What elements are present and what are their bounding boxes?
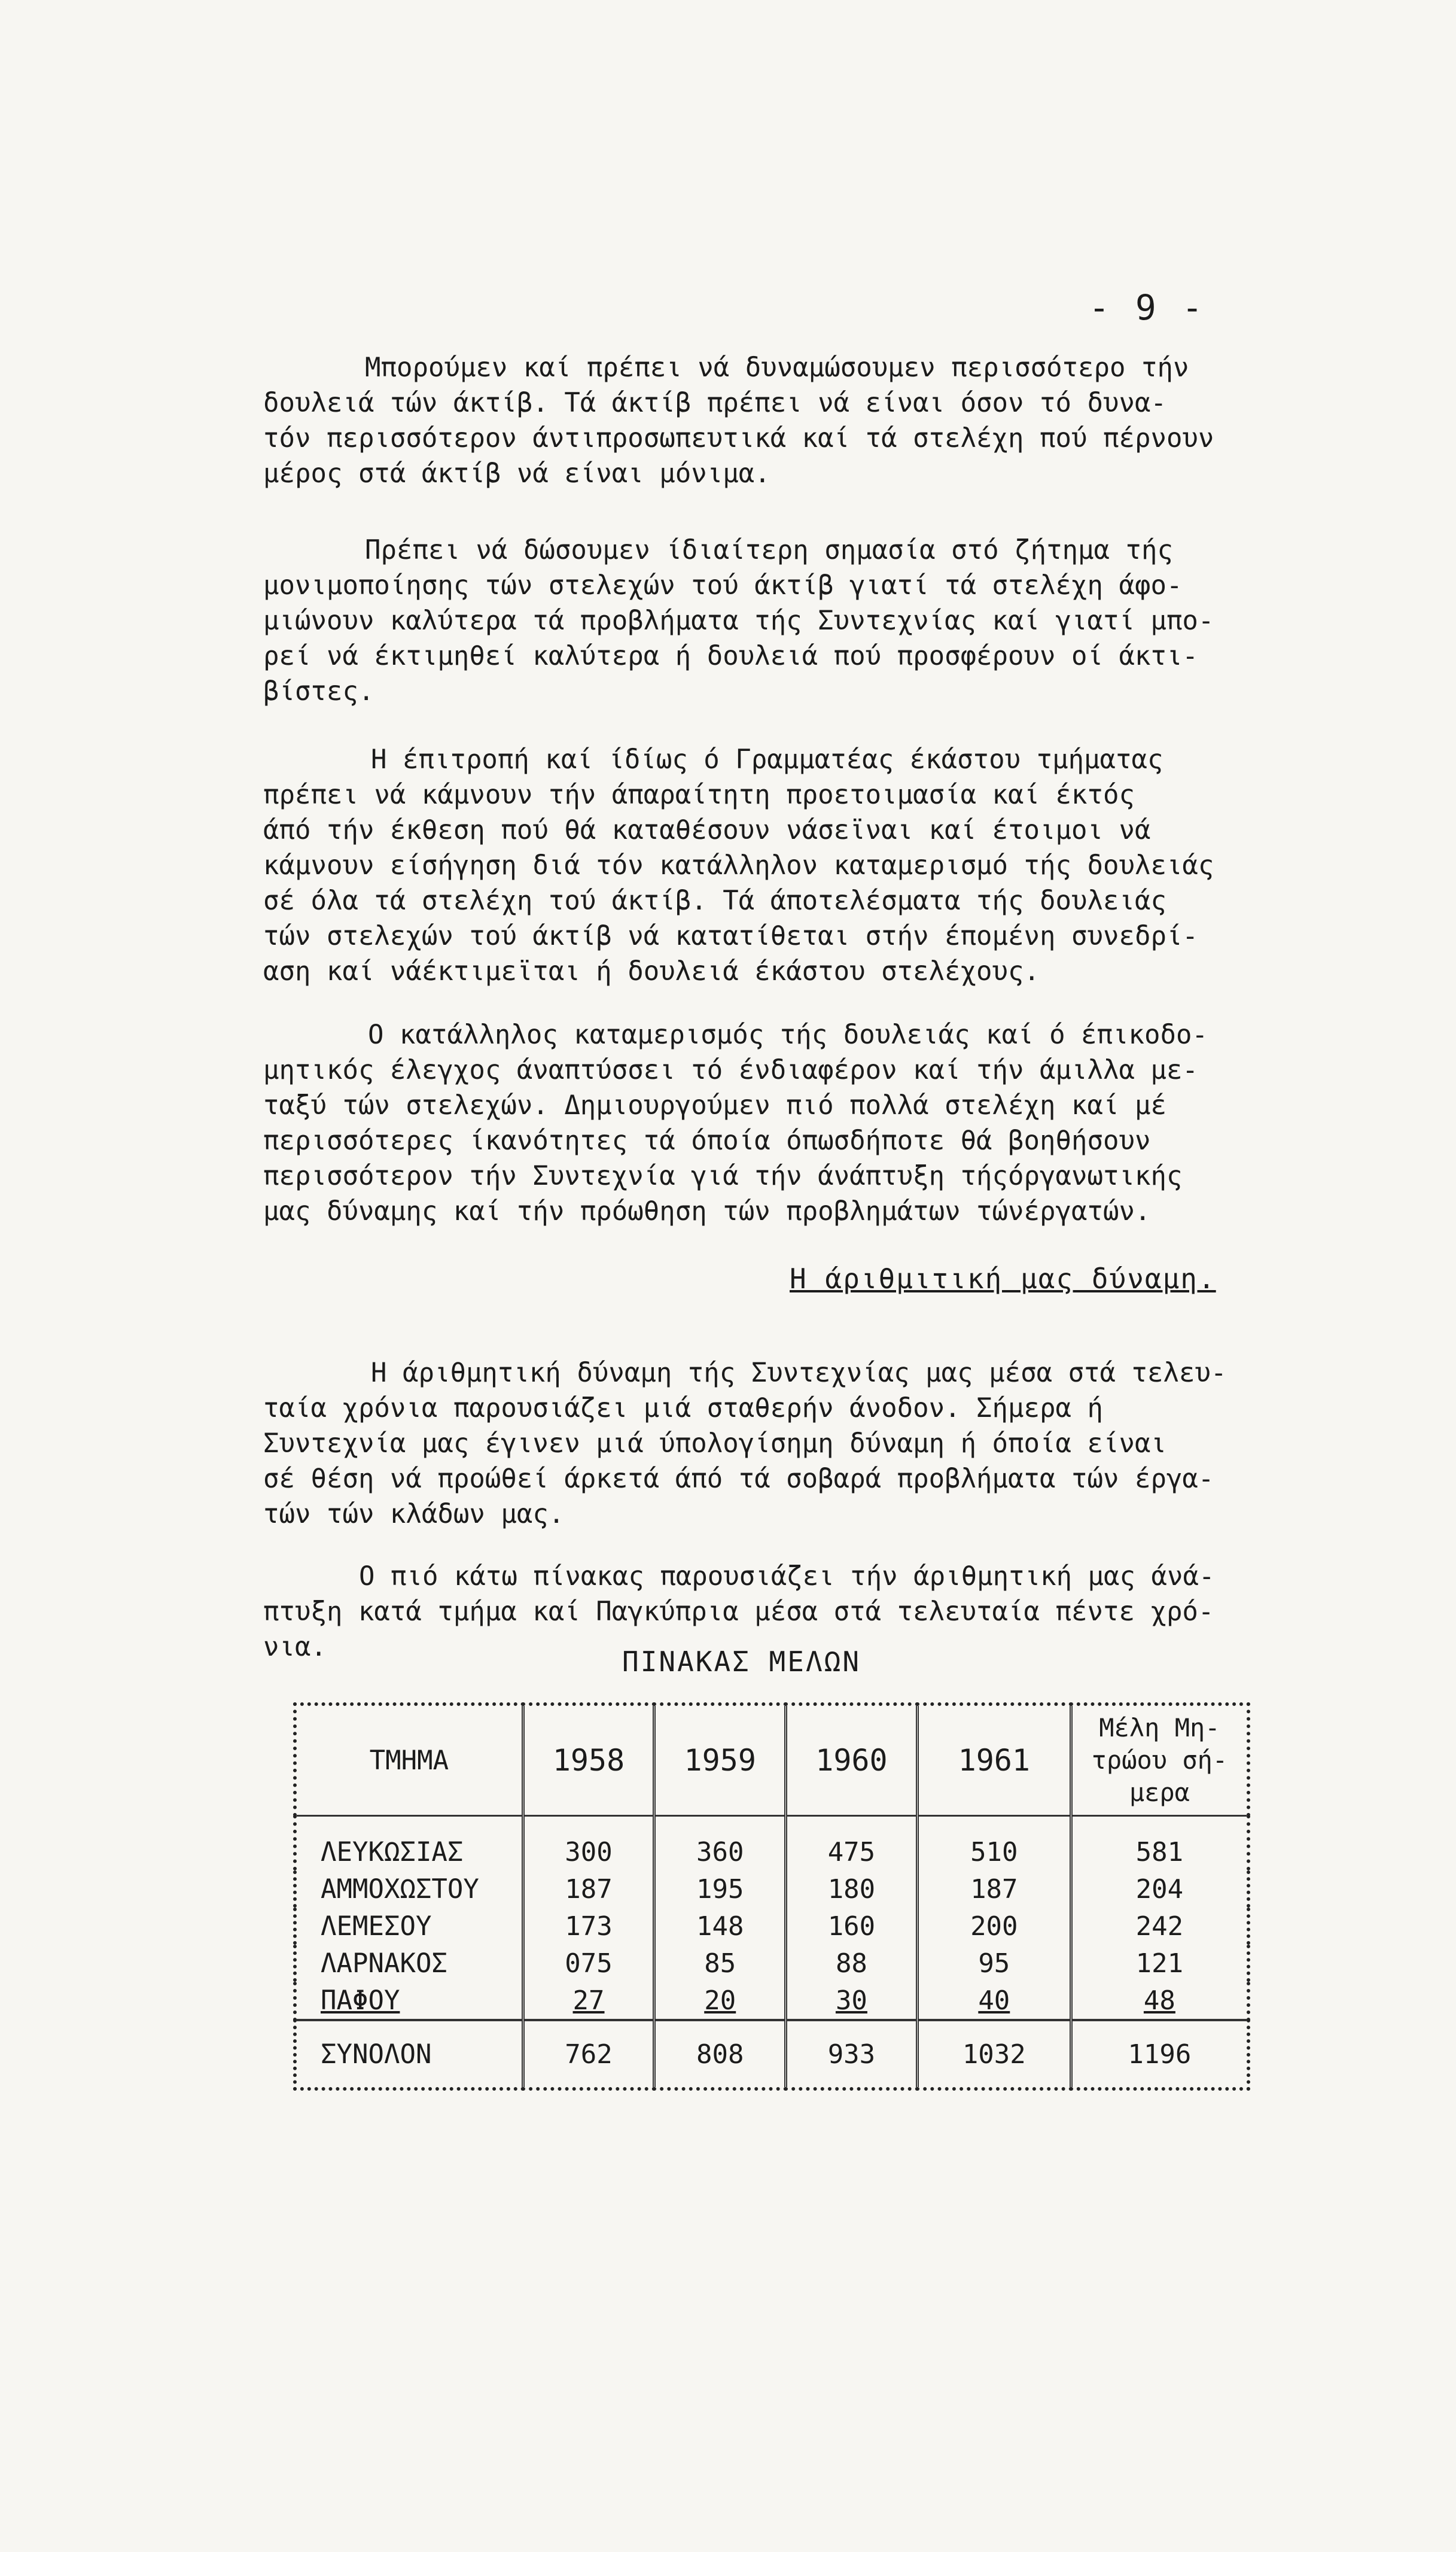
text-line: Πρέπει νά δώσουμεν ίδιαίτερη σημασία στό ζήτημα τής (365, 535, 1174, 565)
cell-value: 180 (786, 1870, 918, 1908)
cell-value: 075 (523, 1945, 654, 1982)
header-department: ΤΜΗΜΑ (369, 1745, 449, 1776)
header-1959: 1959 (654, 1704, 786, 1816)
text-line: αση καί νάέκτιμεϊται ή δουλειά έκάστου στελέχους. (263, 956, 1040, 987)
paragraph-1 (263, 350, 1370, 491)
cell-value: 300 (523, 1816, 654, 1871)
cell-value: 148 (654, 1908, 786, 1945)
header-1960: 1960 (786, 1704, 918, 1816)
cell-value: 187 (523, 1870, 654, 1908)
cell-value: 200 (917, 1908, 1071, 1945)
text-line: τών στελεχών τού άκτίβ νά κατατίθεται στήν έπομένη συνεδρί- (263, 921, 1198, 951)
cell-value: 510 (917, 1816, 1071, 1871)
total-value: 808 (654, 2020, 786, 2089)
cell-value: 48 (1071, 1982, 1248, 2020)
cell-value: 95 (917, 1945, 1071, 1982)
cell-value: 27 (523, 1982, 654, 2020)
paragraph-3 (263, 742, 1370, 989)
text-line: άπό τήν έκθεση πού θά καταθέσουν νάσεϊναι καί έτοιμοι νά (263, 815, 1151, 845)
table-total-row (295, 2020, 1248, 2089)
table-row (295, 1908, 1248, 1945)
text-line: περισσότερον τήν Συντεχνία γιά τήν άνάπτυξη τήςόργανωτικής (263, 1161, 1183, 1191)
text-line: Συντεχνία μας έγινεν μιά ύπολογίσημη δύναμη ή όποία είναι (263, 1428, 1166, 1459)
text-line: Ο κατάλληλος καταμερισμός τής δουλειάς καί ό έπικοδο- (368, 1020, 1208, 1050)
cell-department: ΛΑΡΝΑΚΟΣ (321, 1948, 447, 1979)
text-line: πτυξη κατά τμήμα καί Παγκύπρια μέσα στά τελευταία πέντε χρό- (263, 1596, 1214, 1627)
text-line: Η άριθμητική δύναμη τής Συντεχνίας μας μέσα στά τελευ- (371, 1358, 1227, 1388)
text-line: περισσότερες ίκανότητες τά όποία όπωσδήποτε θά βοηθήσουν (263, 1126, 1151, 1156)
cell-value: 40 (917, 1982, 1071, 2020)
header-members-today: Μέλη Μη-τρώου σή-μερα (1071, 1704, 1248, 1816)
text-line: σέ θέση νά προώθεί άρκετά άπό τά σοβαρά προβλήματα τών έργα- (263, 1464, 1214, 1494)
header-1961: 1961 (917, 1704, 1071, 1816)
text-line: μονιμοποίησης τών στελεχών τού άκτίβ γιατί τά στελέχη άφο- (263, 570, 1183, 601)
cell-value: 475 (786, 1816, 918, 1871)
section-heading: Η άριθμιτική μας δύναμη. (790, 1263, 1216, 1295)
total-value: 933 (786, 2020, 918, 2089)
text-line: μέρος στά άκτίβ νά είναι μόνιμα. (263, 458, 770, 489)
cell-value: 581 (1071, 1816, 1248, 1871)
cell-department: ΑΜΜΟΧΩΣΤΟΥ (321, 1873, 479, 1905)
text-line: Ο πιό κάτω πίνακας παρουσιάζει τήν άριθμητική μας άνά- (359, 1561, 1215, 1592)
text-line: δουλειά τών άκτίβ. Τά άκτίβ πρέπει νά είναι όσον τό δυνα- (263, 388, 1166, 418)
total-value: 1196 (1071, 2020, 1248, 2089)
cell-department: ΛΕΜΕΣΟΥ (321, 1911, 432, 1942)
cell-value: 187 (917, 1870, 1071, 1908)
table-row (295, 1870, 1248, 1908)
table-row (295, 1816, 1248, 1871)
cell-department: ΠΑΦΟΥ (295, 1982, 523, 2020)
cell-value: 85 (654, 1945, 786, 1982)
total-label: ΣΥΝΟΛΟΝ (295, 2020, 523, 2089)
cell-value: 242 (1071, 1908, 1248, 1945)
text-line: ρεί νά έκτιμηθεί καλύτερα ή δουλειά πού προσφέρουν οί άκτι- (263, 641, 1198, 671)
text-line: βίστες. (263, 676, 374, 707)
paragraph-5 (263, 1355, 1370, 1532)
paragraph-2 (263, 533, 1370, 709)
total-value: 1032 (917, 2020, 1071, 2089)
text-line: μιώνουν καλύτερα τά προβλήματα τής Συντεχνίας καί γιατί μπο- (263, 606, 1214, 636)
cell-value: 20 (654, 1982, 786, 2020)
cell-value: 360 (654, 1816, 786, 1871)
cell-value: 88 (786, 1945, 918, 1982)
text-line: ταξύ τών στελεχών. Δημιουργούμεν πιό πολλά στελέχη καί μέ (263, 1090, 1166, 1121)
text-line: σέ όλα τά στελέχη τού άκτίβ. Τά άποτελέσματα τής δουλειάς (263, 886, 1166, 916)
text-line: μας δύναμης καί τήν πρόωθηση τών προβλημάτων τώνέργατών. (263, 1196, 1151, 1227)
table-title: ΠΙΝΑΚΑΣ ΜΕΛΩΝ (622, 1645, 861, 1678)
cell-value: 160 (786, 1908, 918, 1945)
text-line: τόν περισσότερον άντιπροσωπευτικά καί τά στελέχη πού πέρνουν (263, 423, 1214, 454)
text-line: κάμνουν είσήγηση διά τόν κατάλληλον καταμερισμό τής δουλειάς (263, 850, 1214, 881)
text-line: ταία χρόνια παρουσιάζει μιά σταθερήν άνοδον. Σήμερα ή (263, 1393, 1103, 1423)
table-header-row (295, 1704, 1248, 1816)
cell-value: 173 (523, 1908, 654, 1945)
cell-value: 195 (654, 1870, 786, 1908)
text-line: Η έπιτροπή καί ίδίως ό Γραμματέας έκάστου τμήματας (371, 744, 1163, 775)
header-1958: 1958 (523, 1704, 654, 1816)
cell-value: 30 (786, 1982, 918, 2020)
text-line: Μπορούμεν καί πρέπει νά δυναμώσουμεν περισσότερο τήν (365, 352, 1189, 383)
cell-value: 204 (1071, 1870, 1248, 1908)
members-table-grid (293, 1702, 1250, 2091)
cell-department: ΛΕΥΚΩΣΙΑΣ (321, 1836, 464, 1867)
text-line: νια. (263, 1632, 327, 1662)
text-line: τών τών κλάδων μας. (263, 1499, 565, 1529)
cell-value: 121 (1071, 1945, 1248, 1982)
text-line: μητικός έλεγχος άναπτύσσει τό ένδιαφέρον καί τήν άμιλλα με- (263, 1055, 1198, 1085)
table-row (295, 1945, 1248, 1982)
table-row (295, 1982, 1248, 2020)
total-value: 762 (523, 2020, 654, 2089)
members-table (293, 1702, 1250, 2552)
text-line: πρέπει νά κάμνουν τήν άπαραίτητη προετοιμασία καί έκτός (263, 780, 1135, 810)
page-number: - 9 - (1089, 287, 1205, 328)
paragraph-4 (263, 1017, 1370, 1229)
